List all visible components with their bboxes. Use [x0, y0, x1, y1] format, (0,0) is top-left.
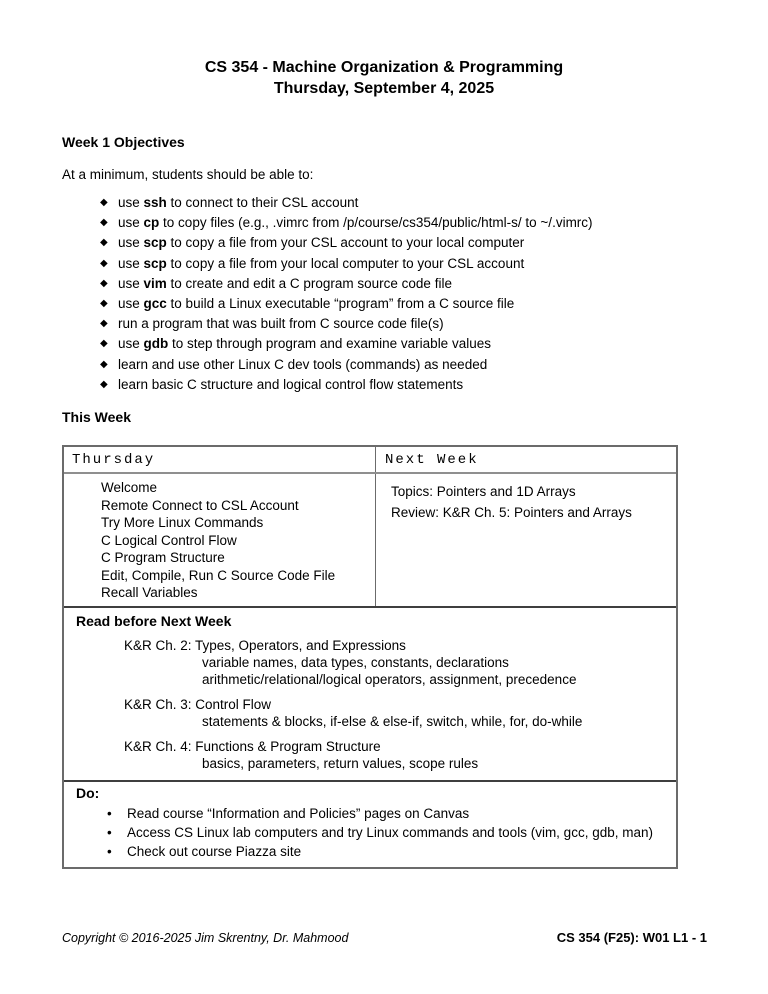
objective-item [100, 355, 706, 375]
diamond-bullet-icon: ◆ [100, 277, 108, 289]
read-section-heading: Read before Next Week [76, 612, 232, 629]
objective-item [100, 254, 706, 274]
do-item [76, 823, 668, 842]
do-row [64, 782, 676, 867]
this-week-heading: This Week [62, 409, 131, 426]
objective-text: use scp to copy a file from your CSL account to your local computer [118, 235, 525, 251]
objective-text: learn basic C structure and logical control flow statements [118, 376, 464, 392]
diamond-bullet-icon: ◆ [100, 217, 108, 229]
diamond-bullet-icon: ◆ [100, 338, 108, 350]
objective-text: use ssh to connect to their CSL account [118, 195, 359, 210]
objective-item [100, 294, 706, 314]
diamond-bullet-icon: ◆ [100, 318, 108, 330]
thursday-topic: Edit, Compile, Run C Source Code File [101, 567, 336, 583]
copyright-text: Copyright © 2016-2025 Jim Skrentny, Dr. Mahmood [62, 931, 349, 945]
reading-detail: variable names, data types, constants, declarations [202, 654, 509, 670]
document-title [62, 57, 706, 99]
next-week-topics-cell [376, 474, 676, 606]
do-item-text: Read course “Information and Policies” pages on Canvas [127, 805, 470, 821]
reading-detail: statements & blocks, if-else & else-if, switch, while, for, do-while [202, 713, 583, 729]
round-bullet-icon: • [107, 843, 112, 859]
reading-entry [76, 738, 668, 772]
diamond-bullet-icon: ◆ [100, 197, 108, 208]
diamond-bullet-icon: ◆ [100, 358, 108, 370]
objectives-heading: Week 1 Objectives [62, 134, 185, 150]
objectives-list [100, 193, 706, 395]
reading-detail: arithmetic/relational/logical operators, assignment, precedence [202, 671, 577, 687]
next-week-topic: Review: K&R Ch. 5: Pointers and Arrays [391, 505, 632, 521]
week-schedule-table [62, 445, 678, 869]
do-item [76, 804, 668, 823]
objective-text: use gcc to build a Linux executable “program” from a C source file [118, 296, 515, 312]
title-line-2: Thursday, September 4, 2025 [273, 80, 495, 97]
objective-item [100, 213, 706, 233]
objective-item [100, 233, 706, 253]
objective-text: use cp to copy files (e.g., .vimrc from /p/course/cs354/public/html-s/ to ~/.vimrc) [118, 215, 593, 231]
table-header-row [64, 447, 676, 474]
reading-detail: basics, parameters, return values, scope rules [202, 755, 479, 771]
thursday-topics-cell [64, 474, 376, 606]
col-header-next-week: Next Week [385, 451, 479, 468]
objective-text: learn and use other Linux C dev tools (commands) as needed [118, 356, 488, 372]
read-before-next-week-row [64, 608, 676, 782]
do-item-text: Check out course Piazza site [127, 843, 302, 859]
do-item [76, 842, 668, 861]
page-footer [62, 930, 707, 945]
thursday-topic: Welcome [101, 480, 158, 496]
thursday-topic: Remote Connect to CSL Account [101, 497, 299, 513]
objective-text: use gdb to step through program and examine variable values [118, 336, 491, 352]
diamond-bullet-icon: ◆ [100, 378, 108, 390]
diamond-bullet-icon: ◆ [100, 257, 108, 269]
col-header-thursday: Thursday [64, 447, 376, 472]
reading-title: K&R Ch. 3: Control Flow [124, 696, 272, 712]
objective-item [100, 193, 706, 213]
round-bullet-icon: • [107, 805, 112, 821]
diamond-bullet-icon: ◆ [100, 298, 108, 310]
title-line-1: CS 354 - Machine Organization & Programming [204, 59, 564, 76]
next-week-topic: Topics: Pointers and 1D Arrays [391, 484, 576, 500]
round-bullet-icon: • [107, 824, 112, 840]
thursday-topic: Recall Variables [101, 585, 198, 601]
reading-entry [76, 637, 668, 688]
thursday-topic: Try More Linux Commands [101, 515, 264, 531]
objective-item [100, 334, 706, 354]
do-item-text: Access CS Linux lab computers and try Linux commands and tools (vim, gcc, gdb, man) [127, 824, 653, 840]
reading-title: K&R Ch. 4: Functions & Program Structure [124, 738, 381, 754]
do-list [76, 804, 668, 861]
objective-text: run a program that was built from C source code file(s) [118, 316, 444, 332]
objective-item [100, 274, 706, 294]
page-number-label: CS 354 (F25): W01 L1 - 1 [556, 930, 707, 945]
diamond-bullet-icon: ◆ [100, 237, 108, 249]
objective-text: use vim to create and edit a C program source code file [118, 275, 452, 291]
objective-item [100, 375, 706, 395]
thursday-topic: C Logical Control Flow [101, 532, 237, 548]
reading-title: K&R Ch. 2: Types, Operators, and Expressions [124, 637, 406, 653]
objectives-intro: At a minimum, students should be able to: [62, 167, 314, 182]
thursday-topic: C Program Structure [101, 550, 225, 566]
objective-item [100, 314, 706, 334]
reading-entry [76, 696, 668, 730]
table-body-row [64, 474, 676, 608]
do-section-heading: Do: [76, 784, 100, 801]
objective-text: use scp to copy a file from your local computer to your CSL account [118, 255, 525, 271]
